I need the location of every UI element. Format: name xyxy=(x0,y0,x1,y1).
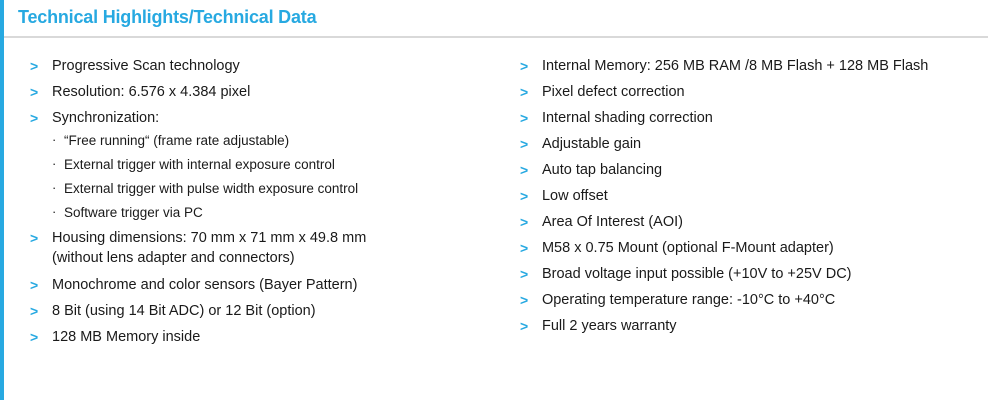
chevron-right-icon: > xyxy=(519,214,529,230)
list-item-label: 128 MB Memory inside xyxy=(52,329,201,345)
list-item-label: Housing dimensions: 70 mm x 71 mm x 49.8 mm xyxy=(52,230,367,246)
chevron-right-icon: > xyxy=(519,136,529,152)
chevron-right-icon: > xyxy=(30,277,39,293)
list-item-label: M58 x 0.75 Mount (optional F-Mount adapter) xyxy=(541,240,834,256)
chevron-right-icon: > xyxy=(30,110,39,126)
sub-list-item-label: “Free running“ (frame rate adjustable) xyxy=(64,133,290,148)
list-item-label: Pixel defect correction xyxy=(541,84,685,100)
left-bullet-list xyxy=(30,58,512,346)
chevron-right-icon: > xyxy=(30,230,39,246)
list-item-label: Operating temperature range: -10°C to +40°C xyxy=(541,292,836,308)
list-item xyxy=(520,84,988,101)
chevron-right-icon: > xyxy=(30,329,39,345)
list-item-label: Adjustable gain xyxy=(541,136,642,152)
sub-list-item-label: External trigger with internal exposure control xyxy=(64,157,335,172)
list-item-label: Progressive Scan technology xyxy=(52,58,240,74)
list-item-label: 8 Bit (using 14 Bit ADC) or 12 Bit (option) xyxy=(52,303,316,319)
chevron-right-icon: > xyxy=(30,303,39,319)
sub-list-item xyxy=(52,181,512,197)
list-item-label: Area Of Interest (AOI) xyxy=(541,214,683,230)
chevron-right-icon: > xyxy=(30,58,39,74)
chevron-right-icon: > xyxy=(519,318,529,334)
list-item xyxy=(520,266,988,283)
sub-list-item xyxy=(52,133,512,149)
chevron-right-icon: > xyxy=(519,162,529,178)
list-item-label: Internal shading correction xyxy=(541,110,713,126)
list-item xyxy=(520,292,988,309)
specs-columns xyxy=(4,38,988,355)
list-item-label: Low offset xyxy=(541,188,608,204)
chevron-right-icon: > xyxy=(519,84,529,100)
chevron-right-icon: > xyxy=(519,292,529,308)
list-item-label: Synchronization: xyxy=(52,110,160,126)
list-item-label: Broad voltage input possible (+10V to +25V DC) xyxy=(541,266,852,282)
list-item xyxy=(30,58,512,75)
list-item-label: Internal Memory: 256 MB RAM /8 MB Flash + 128 MB Flash xyxy=(541,58,929,74)
list-item xyxy=(520,188,988,205)
list-item-label: Resolution: 6.576 x 4.384 pixel xyxy=(52,84,251,100)
dot-icon: · xyxy=(52,156,57,171)
list-item xyxy=(30,329,512,346)
title-bar xyxy=(4,0,988,33)
dot-icon: · xyxy=(52,180,57,195)
chevron-right-icon: > xyxy=(519,58,529,74)
right-bullet-list xyxy=(520,58,988,335)
list-item xyxy=(520,214,988,231)
chevron-right-icon: > xyxy=(30,84,39,100)
sub-list-item-label: Software trigger via PC xyxy=(64,205,203,220)
left-column xyxy=(4,58,512,355)
list-item-label: Full 2 years warranty xyxy=(541,318,677,334)
chevron-right-icon: > xyxy=(519,240,529,256)
list-item xyxy=(520,162,988,179)
list-item xyxy=(30,84,512,101)
list-item-continuation: (without lens adapter and connectors) xyxy=(52,250,295,266)
synchronization-sublist xyxy=(52,133,512,221)
list-item xyxy=(520,110,988,127)
sub-list-item-label: External trigger with pulse width exposure control xyxy=(64,181,359,196)
list-item xyxy=(30,277,512,294)
list-item xyxy=(520,58,988,75)
list-item xyxy=(30,230,512,268)
list-item xyxy=(520,318,988,335)
list-item xyxy=(30,303,512,320)
sub-list-item xyxy=(52,157,512,173)
chevron-right-icon: > xyxy=(519,110,529,126)
chevron-right-icon: > xyxy=(519,266,529,282)
list-item-label: Auto tap balancing xyxy=(541,162,663,178)
dot-icon: · xyxy=(52,204,57,219)
page-title: Technical Highlights/Technical Data xyxy=(18,7,317,27)
list-item xyxy=(30,110,512,221)
list-item xyxy=(520,136,988,153)
chevron-right-icon: > xyxy=(519,188,529,204)
list-item-label: Monochrome and color sensors (Bayer Pattern) xyxy=(52,277,358,293)
list-item xyxy=(520,240,988,257)
sub-list-item xyxy=(52,205,512,221)
dot-icon: · xyxy=(52,132,57,147)
right-column xyxy=(512,58,988,355)
